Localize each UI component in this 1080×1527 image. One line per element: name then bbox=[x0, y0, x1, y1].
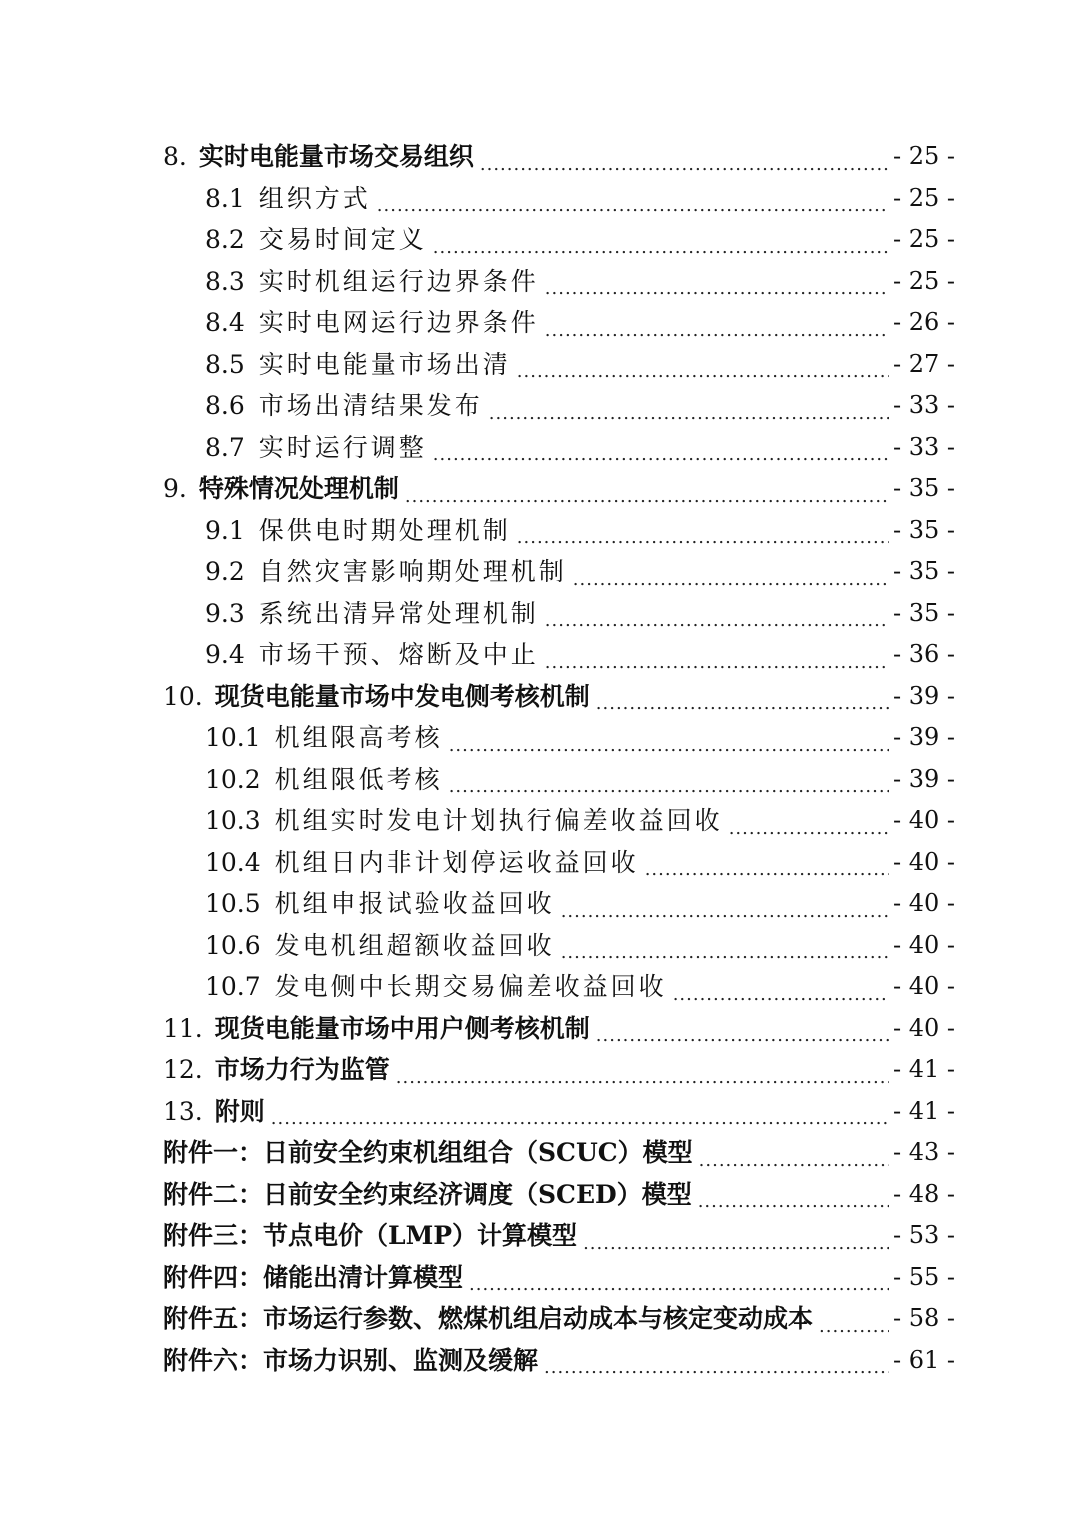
dot-leader bbox=[545, 602, 889, 634]
toc-entry-title bbox=[163, 676, 590, 718]
toc-entry[interactable] bbox=[163, 1091, 955, 1133]
toc-entry-number: 10.4 bbox=[205, 847, 261, 877]
toc-entry-text: 发电侧中长期交易偏差收益回收 bbox=[274, 972, 667, 1001]
toc-entry-text: 机组限低考核 bbox=[274, 764, 443, 794]
dot-leader bbox=[469, 1266, 889, 1298]
toc-entry[interactable] bbox=[163, 883, 955, 925]
toc-entry-number: 9.3 bbox=[205, 598, 245, 628]
toc-entry-title bbox=[205, 344, 511, 386]
toc-entry-text: 自然灾害影响期处理机制 bbox=[258, 557, 567, 586]
dot-leader bbox=[561, 934, 889, 966]
toc-entry-title bbox=[163, 1298, 813, 1340]
toc-entry-page-number: - 53 - bbox=[892, 1221, 955, 1249]
toc-entry-text: 组织方式 bbox=[258, 183, 371, 213]
dot-leader bbox=[433, 436, 889, 468]
toc-entry-page-number: - 35 - bbox=[892, 598, 955, 627]
dot-leader bbox=[271, 1100, 889, 1132]
toc-entry-number: 10.5 bbox=[205, 889, 261, 918]
toc-entry-text: 市场力行为监管 bbox=[214, 1055, 390, 1084]
toc-entry-number: 10.7 bbox=[205, 972, 261, 1001]
toc-entry-text: 机组申报试验收益回收 bbox=[274, 889, 555, 918]
dot-leader bbox=[517, 519, 889, 551]
toc-entry-title bbox=[205, 219, 427, 261]
toc-entry-title bbox=[163, 1008, 590, 1050]
toc-entry-text: 附件一：日前安全约束机组组合（SCUC）模型 bbox=[163, 1138, 693, 1167]
toc-entry-text: 系统出清异常处理机制 bbox=[258, 598, 539, 628]
toc-entry[interactable] bbox=[163, 551, 955, 593]
toc-entry-text: 实时电网运行边界条件 bbox=[258, 308, 539, 337]
toc-entry[interactable] bbox=[163, 385, 955, 427]
dot-leader bbox=[545, 270, 889, 302]
toc-entry-page-number: - 40 - bbox=[892, 972, 955, 1000]
toc-entry[interactable] bbox=[163, 717, 955, 759]
toc-entry-number: 13. bbox=[163, 1096, 203, 1126]
toc-entry-title bbox=[205, 925, 555, 967]
toc-entry-text: 实时运行调整 bbox=[258, 432, 427, 462]
dot-leader bbox=[449, 727, 889, 759]
toc-entry-number: 10.6 bbox=[205, 930, 261, 960]
toc-entry-page-number: - 35 - bbox=[892, 557, 955, 585]
toc-entry-number: 10. bbox=[163, 681, 203, 711]
toc-entry-number: 8.1 bbox=[205, 183, 245, 213]
dot-leader bbox=[596, 1017, 889, 1049]
toc-entry-page-number: - 40 - bbox=[892, 889, 955, 917]
dot-leader bbox=[729, 810, 889, 842]
toc-entry[interactable] bbox=[163, 1008, 955, 1050]
toc-entry[interactable] bbox=[163, 1132, 955, 1174]
toc-entry-text: 附件三：节点电价（LMP）计算模型 bbox=[163, 1221, 578, 1250]
toc-entry-number: 10.3 bbox=[205, 806, 261, 835]
dot-leader bbox=[699, 1142, 889, 1174]
toc-entry-number: 8. bbox=[163, 142, 187, 171]
toc-entry[interactable] bbox=[163, 1257, 955, 1299]
toc-entry-number: 8.2 bbox=[205, 225, 245, 254]
toc-entry[interactable] bbox=[163, 510, 955, 552]
toc-entry-text: 附件四：储能出清计算模型 bbox=[163, 1262, 464, 1292]
dot-leader bbox=[480, 146, 889, 178]
toc-entry-number: 8.4 bbox=[205, 308, 245, 337]
toc-entry-text: 实时机组运行边界条件 bbox=[258, 266, 539, 296]
dot-leader bbox=[489, 395, 889, 427]
toc-entry-number: 9. bbox=[163, 474, 187, 503]
toc-entry-number: 11. bbox=[163, 1013, 203, 1043]
toc-entry-number: 10.2 bbox=[205, 764, 261, 794]
toc-entry[interactable] bbox=[163, 468, 955, 510]
toc-entry-text: 市场出清结果发布 bbox=[258, 391, 483, 420]
toc-entry[interactable] bbox=[163, 261, 955, 303]
toc-entry-page-number: - 25 - bbox=[892, 183, 955, 212]
toc-entry[interactable] bbox=[163, 842, 955, 884]
toc-entry-title bbox=[205, 800, 723, 842]
toc-entry-text: 实时电能量市场交易组织 bbox=[198, 142, 474, 171]
toc-entry-number: 9.4 bbox=[205, 640, 245, 669]
toc-entry-number: 8.5 bbox=[205, 349, 245, 379]
toc-entry-text: 机组实时发电计划执行偏差收益回收 bbox=[274, 806, 723, 835]
toc-entry-page-number: - 58 - bbox=[892, 1304, 955, 1332]
toc-entry[interactable] bbox=[163, 925, 955, 967]
dot-leader bbox=[596, 685, 889, 717]
toc-entry-title bbox=[163, 1091, 265, 1133]
dot-leader bbox=[673, 976, 889, 1008]
toc-entry-title bbox=[205, 551, 567, 593]
toc-entry-page-number: - 25 - bbox=[892, 266, 955, 295]
toc-entry-title bbox=[163, 1174, 692, 1216]
toc-entry[interactable] bbox=[163, 966, 955, 1008]
toc-entry-page-number: - 33 - bbox=[892, 391, 955, 419]
toc-entry-page-number: - 55 - bbox=[892, 1262, 955, 1291]
toc-entry-title bbox=[205, 759, 443, 801]
toc-entry-title bbox=[163, 1257, 463, 1299]
toc-entry-title bbox=[205, 634, 539, 676]
toc-entry-page-number: - 36 - bbox=[892, 640, 955, 668]
toc-entry-title bbox=[205, 966, 667, 1008]
dot-leader bbox=[377, 187, 889, 219]
dot-leader bbox=[573, 561, 889, 593]
toc-entry-title bbox=[205, 302, 539, 344]
toc-entry[interactable] bbox=[163, 302, 955, 344]
dot-leader bbox=[698, 1183, 889, 1215]
toc-entry-page-number: - 43 - bbox=[892, 1138, 955, 1166]
toc-entry-page-number: - 39 - bbox=[892, 764, 955, 793]
toc-entry-text: 特殊情况处理机制 bbox=[198, 474, 399, 503]
toc-entry[interactable] bbox=[163, 1340, 955, 1382]
toc-entry-title bbox=[205, 883, 555, 925]
toc-entry-title bbox=[205, 593, 539, 635]
toc-entry-page-number: - 35 - bbox=[892, 474, 955, 502]
toc-entry-page-number: - 25 - bbox=[892, 225, 955, 253]
toc-entry-title bbox=[205, 385, 483, 427]
toc-entry-page-number: - 25 - bbox=[892, 142, 955, 170]
toc-entry-text: 市场干预、熔断及中止 bbox=[258, 640, 539, 669]
dot-leader bbox=[583, 1225, 889, 1257]
toc-entry-page-number: - 40 - bbox=[892, 930, 955, 959]
toc-entry-page-number: - 40 - bbox=[892, 847, 955, 876]
toc-entry-text: 附件二：日前安全约束经济调度（SCED）模型 bbox=[163, 1179, 692, 1209]
toc-entry[interactable] bbox=[163, 1174, 955, 1216]
toc-entry[interactable] bbox=[163, 427, 955, 469]
dot-leader bbox=[517, 353, 889, 385]
toc-entry[interactable] bbox=[163, 1298, 955, 1340]
toc-entry-text: 机组限高考核 bbox=[274, 723, 443, 752]
toc-entry[interactable] bbox=[163, 344, 955, 386]
toc-entry-number: 8.6 bbox=[205, 391, 245, 420]
toc-entry-title bbox=[163, 1215, 577, 1257]
toc-entry-title bbox=[205, 261, 539, 303]
toc-entry[interactable] bbox=[163, 1049, 955, 1091]
toc-entry-text: 机组日内非计划停运收益回收 bbox=[274, 847, 639, 877]
toc-entry-page-number: - 40 - bbox=[892, 806, 955, 834]
toc-entry-page-number: - 48 - bbox=[892, 1179, 955, 1208]
toc-entry-text: 附件六：市场力识别、监测及缓解 bbox=[163, 1345, 539, 1375]
toc-entry-page-number: - 40 - bbox=[892, 1013, 955, 1042]
toc-entry-number: 10.1 bbox=[205, 723, 261, 752]
toc-entry[interactable] bbox=[163, 759, 955, 801]
dot-leader bbox=[544, 1349, 889, 1381]
toc-entry-text: 保供电时期处理机制 bbox=[258, 515, 511, 545]
dot-leader bbox=[396, 1059, 889, 1091]
toc-entry[interactable] bbox=[163, 634, 955, 676]
toc-entry-page-number: - 41 - bbox=[892, 1055, 955, 1083]
toc-entry[interactable] bbox=[163, 676, 955, 718]
toc-entry-page-number: - 39 - bbox=[892, 723, 955, 751]
toc-entry-text: 附件五：市场运行参数、燃煤机组启动成本与核定变动成本 bbox=[163, 1304, 814, 1333]
dot-leader bbox=[645, 851, 889, 883]
toc-entry[interactable] bbox=[163, 800, 955, 842]
toc-entry-number: 8.7 bbox=[205, 432, 245, 462]
toc-entry-title bbox=[205, 427, 427, 469]
toc-entry-title bbox=[163, 1340, 538, 1382]
toc-entry[interactable] bbox=[163, 1215, 955, 1257]
toc-entry-number: 8.3 bbox=[205, 266, 245, 296]
toc-entry-title bbox=[163, 1049, 390, 1091]
toc-entry-page-number: - 33 - bbox=[892, 432, 955, 461]
toc-entry[interactable] bbox=[163, 178, 955, 220]
toc-entry-text: 附则 bbox=[214, 1096, 265, 1126]
toc-entry-title bbox=[205, 717, 443, 759]
dot-leader bbox=[545, 644, 889, 676]
toc-entry-title bbox=[163, 1132, 693, 1174]
toc-entry-title bbox=[163, 136, 474, 178]
toc-entry-page-number: - 61 - bbox=[892, 1345, 955, 1374]
toc-entry-text: 发电机组超额收益回收 bbox=[274, 930, 555, 960]
toc-entry[interactable] bbox=[163, 219, 955, 261]
toc-entry-page-number: - 26 - bbox=[892, 308, 955, 336]
dot-leader bbox=[561, 893, 889, 925]
dot-leader bbox=[433, 229, 889, 261]
table-of-contents bbox=[163, 136, 955, 1381]
toc-entry-number: 9.2 bbox=[205, 557, 245, 586]
toc-entry-page-number: - 27 - bbox=[892, 349, 955, 378]
toc-entry-number: 12. bbox=[163, 1055, 203, 1084]
toc-entry-title bbox=[205, 510, 511, 552]
toc-entry-text: 现货电能量市场中发电侧考核机制 bbox=[214, 681, 590, 711]
toc-entry[interactable] bbox=[163, 593, 955, 635]
dot-leader bbox=[545, 312, 889, 344]
dot-leader bbox=[819, 1308, 889, 1340]
toc-entry-text: 交易时间定义 bbox=[258, 225, 427, 254]
toc-entry-text: 现货电能量市场中用户侧考核机制 bbox=[214, 1013, 590, 1043]
toc-entry-text: 实时电能量市场出清 bbox=[258, 349, 511, 379]
toc-entry-page-number: - 39 - bbox=[892, 681, 955, 710]
toc-entry-title bbox=[163, 468, 399, 510]
toc-entry-title bbox=[205, 178, 371, 220]
dot-leader bbox=[449, 768, 889, 800]
dot-leader bbox=[405, 478, 889, 510]
toc-entry-title bbox=[205, 842, 639, 884]
toc-entry[interactable] bbox=[163, 136, 955, 178]
toc-entry-page-number: - 41 - bbox=[892, 1096, 955, 1125]
toc-entry-page-number: - 35 - bbox=[892, 515, 955, 544]
toc-entry-number: 9.1 bbox=[205, 515, 245, 545]
